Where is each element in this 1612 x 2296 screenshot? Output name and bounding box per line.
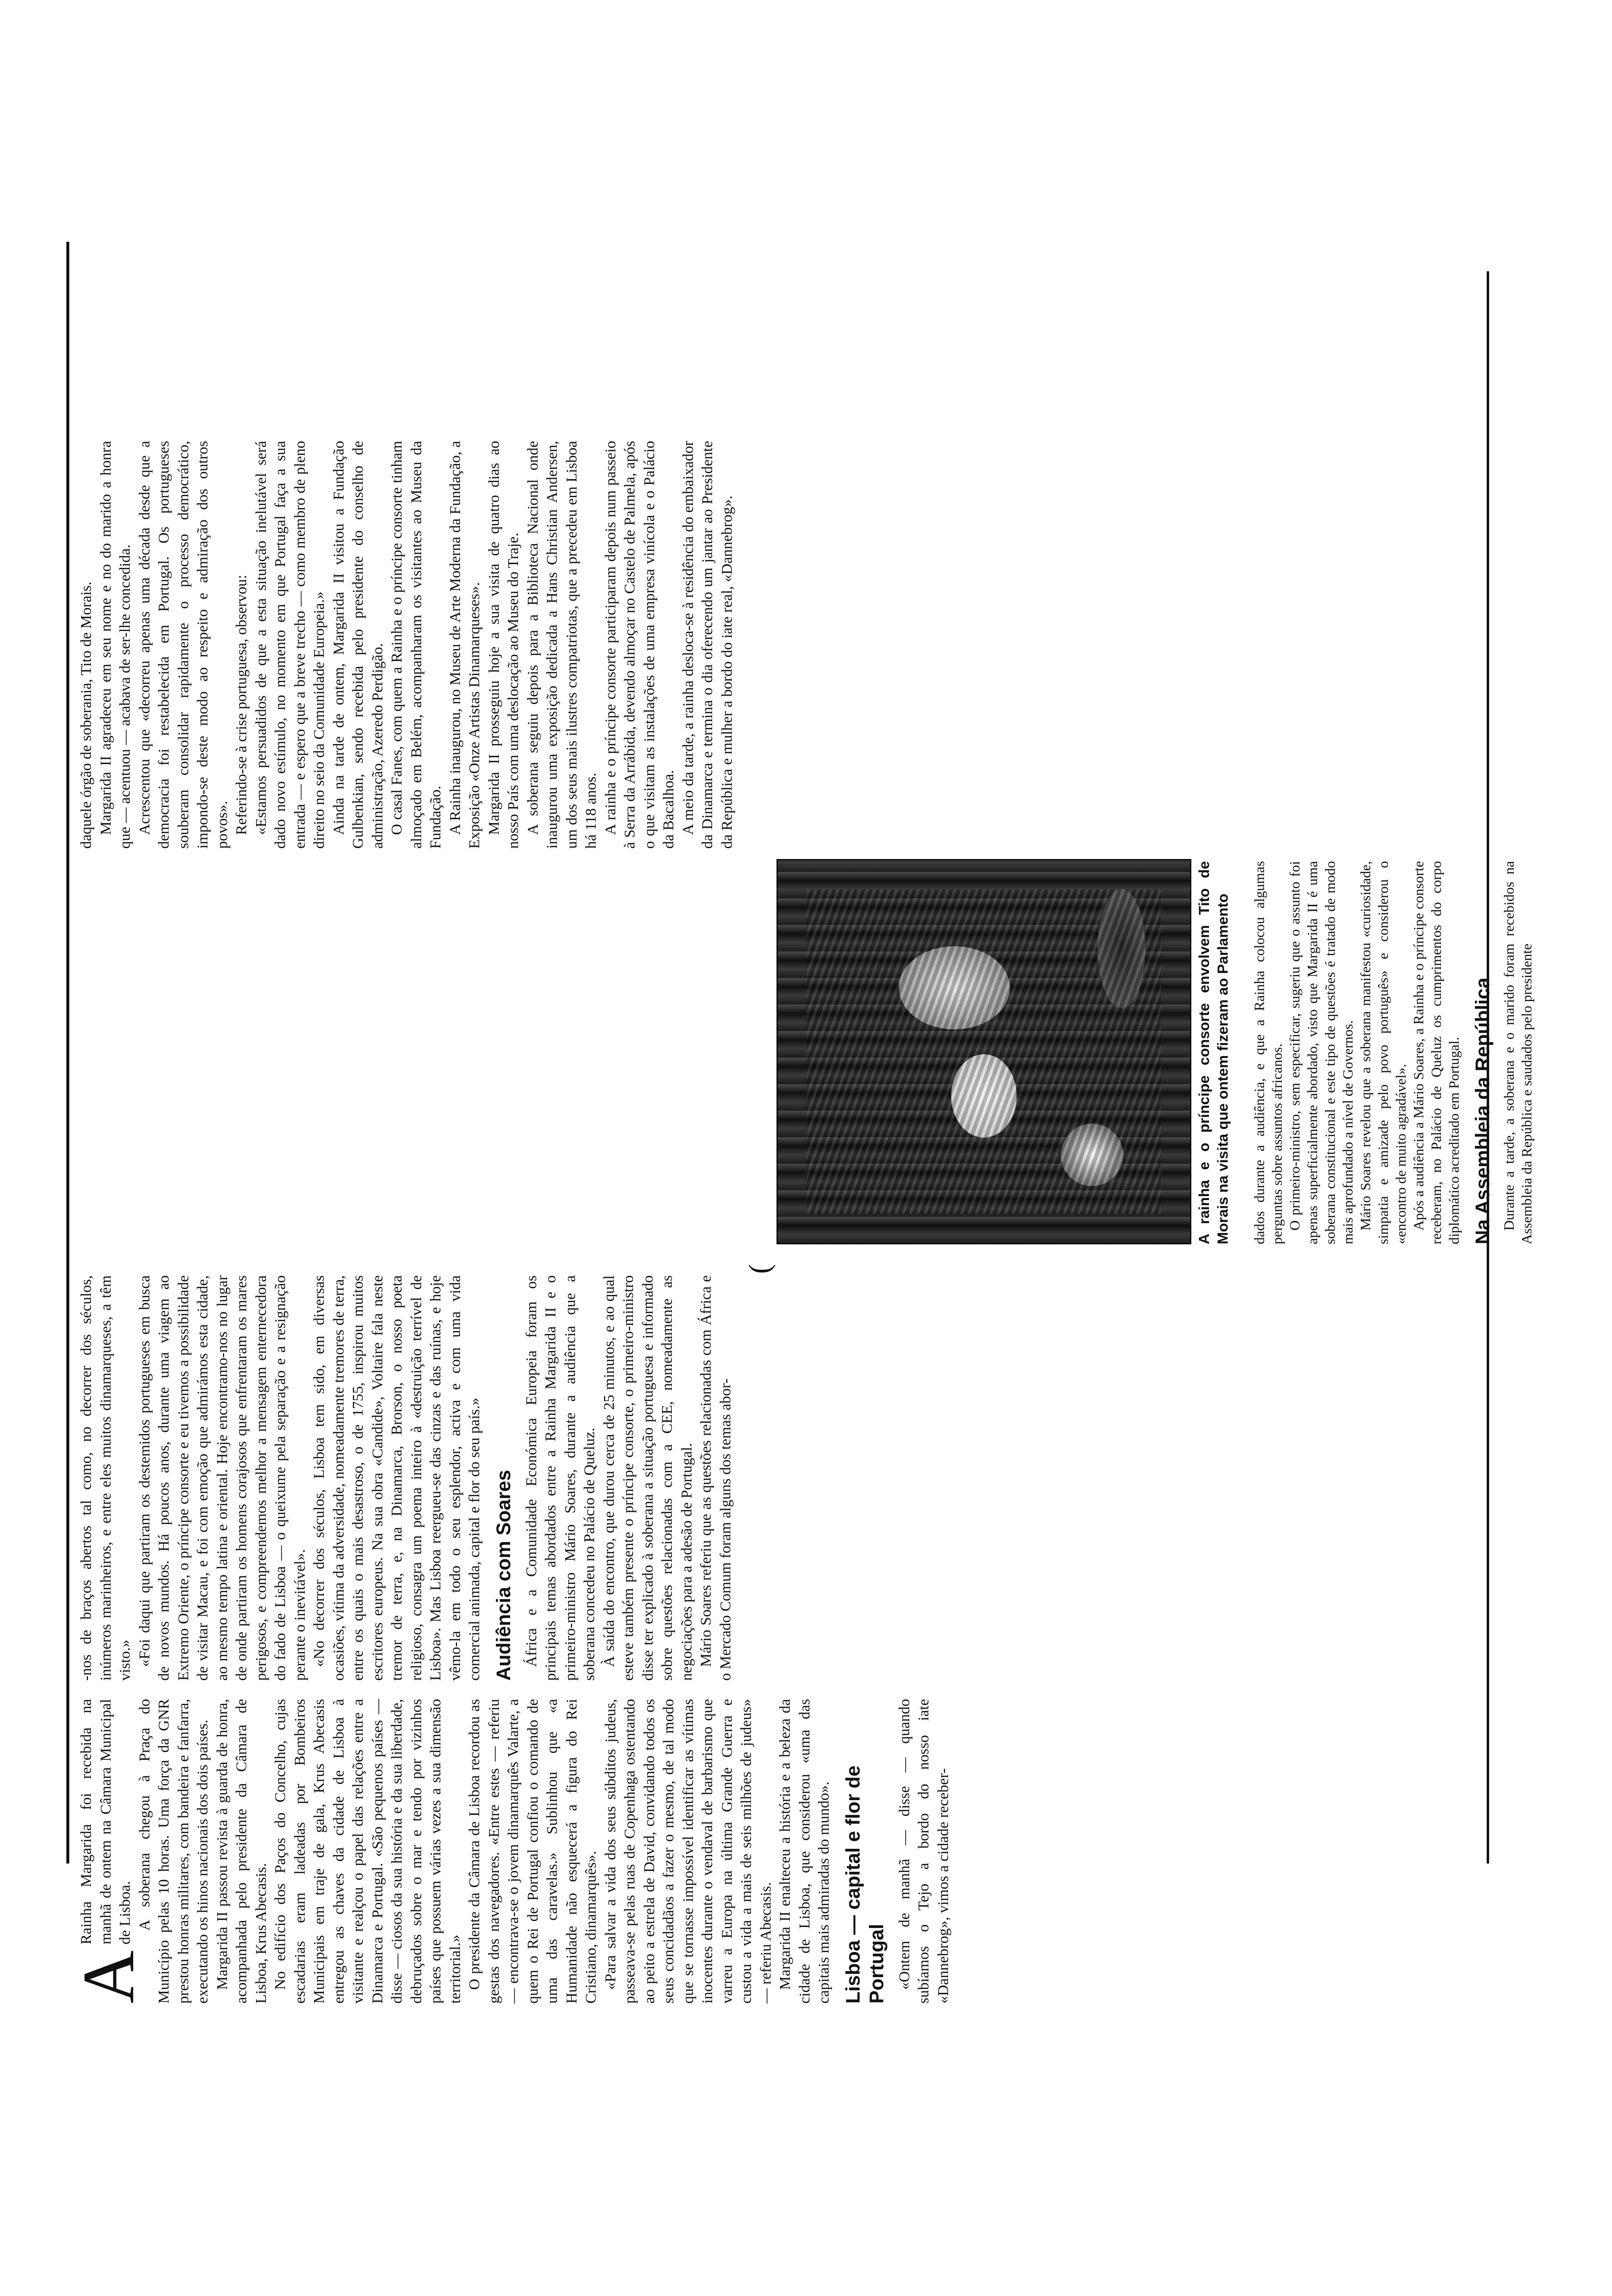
- paragraph: «Estamos persuadidos de que a esta situação inelutável será dado novo estímulo, no momento em que Portugal faça a sua entrada — e espero que a breve trecho — como membro de pleno direito no seio da Comunidade Europeia.»: [252, 441, 327, 849]
- paragraph: A soberana seguiu depois para a Biblioteca Nacional onde inaugurou uma exposição dedicada a Hans Christian Andersen, um dos seus mais ilustres compatriotas, que a precedeu em Lisboa há 118 anos.: [523, 441, 599, 849]
- lead-text: Rainha Margarida foi recebida na manhã de ontem na Câmara Municipal de Lisboa.: [77, 1699, 133, 1945]
- subheading-assembleia: Na Assembleia da República: [1472, 977, 1494, 1244]
- paragraph: «Foi daqui que partiram os destemidos portugueses em busca de novos mundos. Há poucos anos, durante uma viagem ao Extremo Oriente, o príncipe consorte e eu tivemos a possibilidade de visitar Macau, e foi com emoção que admirámos esta cidade, ao mesmo tempo latina e oriental. Hoje encontramo-nos no lugar de onde partiram os homens corajosos que enfrentaram os mares perigosos, e compreendemos melhor a mensagem enternecedora do fado de Lisboa — o queixume pela separação e a resignação perante o inevitável».: [135, 1275, 308, 1681]
- paragraph: A meio da tarde, a rainha desloca-se à residência do embaixador da Dinamarca e termina o dia oferecendo um jantar ao Presidente da República e mulher a bordo do iate real, «Dannebrog».: [679, 441, 735, 849]
- paragraph: Mário Soares referiu que as questões relacionadas com África e o Mercado Comum foram alguns dos temas abor-: [697, 1275, 734, 1681]
- paragraph: A rainha e o príncipe consorte participaram depois num passeio à Serra da Arrábida, devendo almoçar no Castelo de Palmela, após o que visitam as instalações de uma empresa vinícola e o Palácio da Bacalhoa.: [601, 441, 677, 849]
- paragraph: Após a audiência a Mário Soares, a Rainha e o príncipe consorte receberam, no Palácio de Queluz os cumprimentos do corpo diplomático acreditado em Portugal.: [1411, 861, 1462, 1244]
- paragraph: No edifício dos Paços do Concelho, cujas escadarias eram ladeadas por Bombeiros Municipais em traje de gala, Krus Abecasis entregou as chaves da cidade de Lisboa à visitante e realçou o papel das relações entre a Dinamarca e Portugal. «São pequenos países — disse — ciosos da sua história e da sua liberdade, debruçados sobre o mar e tendo por vizinhos países que possuem várias vezes a sua dimensão territorial.»: [271, 1699, 463, 2004]
- paragraph: «No decorrer dos séculos, Lisboa tem sido, em diversas ocasiões, vítima da adversidade, nomeadamente tremores de terra, entre os quais o mais desastroso, o de 1755, inspirou muitos escritores europeus. Na sua obra «Candide», Voltaire fala neste tremor de terra, e, na Dinamarca, Brorson, o nosso poeta religioso, consagra um poema inteiro à «destruição terrível de Lisboa». Mas Lisboa reergueu-se das cinzas e das ruínas, e hoje vêmo-la em todo o seu esplendor, activa e com uma vida comercial animada, capital e flor do seu país.»: [310, 1275, 483, 1681]
- subheading-lisboa: Lisboa — capital e flor de Portugal: [842, 1765, 888, 2004]
- photo-caption: A rainha e o príncipe consorte envolvem Tito de Morais na visita que ontem fizeram ao Parlamento: [1196, 861, 1231, 1244]
- drop-cap: A: [68, 1950, 149, 2004]
- paragraph: África e a Comunidade Económica Europeia foram os principais temas abordados entre a Rainha Margarida II e o primeiro-ministro Mário Soares, durante a audiência que a soberana concedeu no Palácio de Queluz.: [522, 1275, 598, 1681]
- paragraph: O presidente da Câmara de Lisboa recordou as gestas dos navegadores. «Entre estes — referiu — encontrava-se o jovem dinamarquês Valarte, a quem o Rei de Portugal confiou o comando de uma das caravelas.» Sublinhou que «a Humanidade não esquecerá a figura do Rei Cristiano, dinamarquês».: [465, 1699, 599, 2004]
- paragraph: Acrescentou que «decorreu apenas uma década desde que a democracia foi restabelecida em Portugal. Os portugueses souberam consolidar rapidamente o processo democrático, impondo-se deste modo ao respeito e admiração dos outros povos».: [135, 441, 230, 849]
- paragraph: dados durante a audiência, e que a Rainha colocou algumas perguntas sobre assuntos africanos.: [1252, 861, 1285, 1244]
- stray-mark: (: [743, 1264, 776, 1274]
- paragraph: A Rainha inaugurou, no Museu de Arte Moderna da Fundação, a Exposição «Onze Artistas Dinamarqueses».: [446, 441, 483, 849]
- paragraph: O casal Fanes, com quem a Rainha e o príncipe consorte tinham almoçado em Belém, acompanharam os visitantes ao Museu da Fundação.: [388, 441, 444, 849]
- paragraph: O primeiro-ministro, sem especificar, sugeriu que o assunto foi apenas superficialmente abordado, visto que Margarida II é uma soberana constitucional e este tipo de questões é tratado de modo mais aprofundado a nível de Governos.: [1287, 861, 1356, 1244]
- paragraph: daquele órgão de soberania, Tito de Morais.: [77, 581, 94, 849]
- paragraph: Ainda na tarde de ontem, Margarida II visitou a Fundação Gulbenkian, sendo recebida pelo presidente do conselho de administração, Azeredo Perdigão.: [329, 441, 386, 849]
- paragraph: Margarida II agradeceu em seu nome e no do marido a honra que — acentuou — acabava de ser-lhe concedida.: [96, 441, 133, 849]
- paragraph: «Ontem de manhã — disse — quando subíamos o Tejo a bordo do nosso iate «Dannebrog», vimos a cidade receber-: [895, 1699, 951, 2004]
- paragraph: «Para salvar a vida dos seus súbditos judeus, passeava-se pelas ruas de Copenhaga ostentando ao peito a estrela de David, convidando todos os seus concidadãos a fazer o mesmo, de tal modo que se tornasse impossível identificar as vítimas inocentes durante o vendaval de barbarismo que varreu a Europa na última Grande Guerra e custou a vida a mais de seis milhões de judeus» — referiu Abecasis.: [601, 1699, 774, 2004]
- paragraph: Durante a tarde, a soberana e o marido foram recebidos na Assembleia da República e saudados pelo presidente: [1501, 861, 1535, 1244]
- paragraph: -nos de braços abertos tal como, no decorrer dos séculos, inúmeros marinheiros, e entre eles muitos dinamarqueses, a têm visto.»: [77, 1275, 133, 1681]
- subheading-audiencia: Audiência com Soares: [492, 1469, 515, 1681]
- paragraph: Mário Soares revelou que a soberana manifestou «curiosidade, simpatia e amizade pelo povo português» e considerou o «encontro de muito agradável».: [1358, 861, 1409, 1244]
- paragraph: Margarida II prosseguiu hoje a sua visita de quatro dias ao nosso País com uma deslocação ao Museu do Traje.: [485, 441, 521, 849]
- paragraph: Margarida II passou revista à guarda de honra, acompanhada pelo presidente da Câmara de Lisboa, Krus Abecasis.: [213, 1699, 269, 2004]
- paragraph: À saída do encontro, que durou cerca de 25 minutos, e ao qual esteve também presente o príncipe consorte, o primeiro-ministro disse ter explicado à soberana a situação portuguesa e informado sobre questões relacionadas com a CEE, nomeadamente as negociações para a adesão de Portugal.: [600, 1275, 695, 1681]
- paragraph: Referindo-se à crise portuguesa, observou:: [232, 574, 250, 835]
- paragraph: A soberana chegou à Praça do Município pelas 10 horas. Uma força da GNR prestou honras militares, com bandeira e fanfarra, executando os hinos nacionais dos dois países.: [135, 1699, 211, 2004]
- paragraph: Margarida II enalteceu a história e a beleza da cidade de Lisboa, que considerou «uma das capitais mais admiradas do mundo».: [776, 1699, 832, 2004]
